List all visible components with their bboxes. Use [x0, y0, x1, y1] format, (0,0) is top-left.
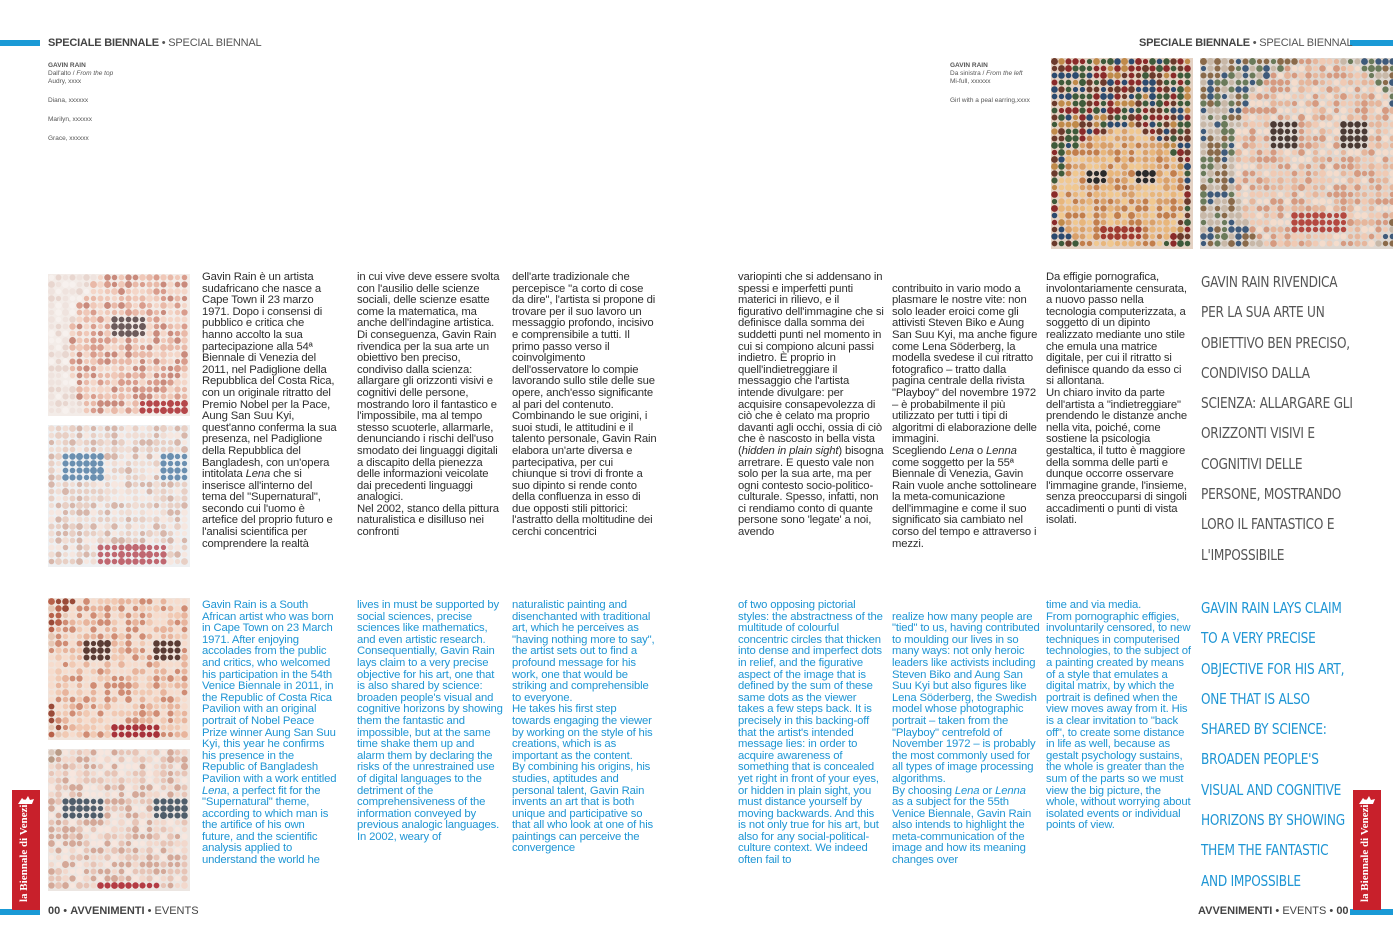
- italian-col4-text: variopinti che si addensano in spessi e imperfetti punti materici in rilievo, e il figurativo dell'immagine che si definisce dalla somma dei suddetti punti nel momento in cui si compiono alcuni passi indietro. È proprio in quell'indietreggiare il messaggio che l'artista intende divulgare: per acquisire consapevolezza di ciò che è celato ma proprio davanti agli occhi, ossia di ciò che è nascosto in bella vista (: [738, 271, 884, 457]
- caption-right: [950, 62, 1060, 116]
- page-number-right: 00: [1336, 905, 1349, 917]
- english-column-4: of two opposing pictorial styles: the abstractness of the multitude of colourful concentric circles that thicken into dense and imperfect dots in relief, and the figurative aspect of the image that is defined by the sum of these same dots as the viewer takes a few steps back. It is precisely in this backing-off that the artist's intended message lies: in order to acquire awareness of something that is concealed yet right in front of your eyes, or hidden in plain sight, you must distance yourself by moving backwards. And this is not only true for his art, but also for any social-political-culture context. We indeed often fail to: [738, 599, 883, 867]
- english-column-6: time and via media. From pornographic effigies, involuntarily censored, to new techniques in computerised technologies, to the subject of a painting created by means of a style that emulates a digital matrix, by which the portrait is defined when the view moves away from it. His is a clear invitation to "back off", to create some distance in life as well, because as gestalt psychology sustains, the whole is greater than the sum of the parts so we must view the big picture, the whole, without worrying about isolated events or individual points of view.: [1046, 599, 1191, 832]
- italian-col4-italic: hidden in plain sight: [741, 444, 839, 457]
- english-col1-italic: Lena: [202, 784, 227, 797]
- portrait-diana-halftone: [48, 425, 190, 567]
- english-col1-text: Gavin Rain is a South African artist who was born in Cape Town on 23 March 1971. After enjoying accolades from the public and critics, who welcomed his participation in the 54th Venice Biennale in 2011, in the Republic of Costa Rica Pavilion with an original portrait of Nobel Peace Prize winner Aung San Suu Kyi, this year he confirms his presence in the Republic of Bangladesh Pavilion with a work entitled: [202, 599, 337, 785]
- italian-column-4: [738, 272, 884, 539]
- caption-left-work-1: Audry, xxxx: [48, 78, 82, 85]
- folio-right-bold: AVVENIMENTI: [1198, 905, 1273, 917]
- portrait-grace-halftone: [48, 749, 190, 891]
- italian-column-2: in cui vive deve essere svolta con l'ausilio delle scienze sociali, delle scienze esatte come la matematica, ma anche dell'indagine artistica. Di conseguenza, Gavin Rain rivendica per la sua arte un obiettivo ben preciso, condiviso dalla scienza: allargare gli orizzonti visivi e cognitivi delle persone, mostrando loro il fantastico e l'impossibile, ma al tempo stesso scuoterle, allarmarle, denunciando i rischi dell'uso smodato dei linguaggi digitali a discapito della pienezza delle informazioni veicolate dai precedenti linguaggi analogici. Nel 2002, stanco della pittura naturalistica e disilluso nei confronti: [357, 271, 500, 539]
- running-head-left: [48, 37, 261, 49]
- english-col5-italic-2: Lenna: [995, 784, 1026, 797]
- header-accent-bar-right: [1350, 40, 1393, 46]
- running-head-left-bold: SPECIALE BIENNALE: [48, 37, 159, 49]
- english-column-2: lives in must be supported by social sciences, precise sciences like mathematics, and even artistic research. Consequentially, Gavin Rain lays claim to a very precise objective for his art, one that is also shared by science: broaden people's visual and cognitive horizons by showing them the fantastic and impossible, but at the same time shake them up and alarm them by declaring the risks of the unrestrained use of digital languages to the detriment of the comprehensiveness of the information conveyed by previous analogic languages. In 2002, weary of: [357, 599, 503, 843]
- english-column-1: [202, 600, 338, 867]
- running-head-left-sep: •: [158, 37, 169, 49]
- italian-col1-end: che si inserisce all'interno del tema del "Supernatural", secondo cui l'uomo è artefice del proprio futuro e l'analisi scientifica per comprendere la realtà: [202, 468, 333, 550]
- english-col5-end: as a subject for the 55th Venice Biennale, Gavin Rain also intends to highlight the meta-communication of the image and how its meaning changes over: [892, 796, 1032, 867]
- running-head-left-light: SPECIAL BIENNAL: [168, 37, 262, 49]
- italian-col1-text: Gavin Rain è un artista sudafricano che nasce a Cape Town il 23 marzo 1971. Dopo i consensi di pubblico e critica che hanno accolto la sua partecipazione alla 54ª Biennale di Venezia del 2011, nel Padiglione della Repubblica del Costa Rica, con un originale ritratto del Premio Nobel per la Pace, Aung San Suu Kyi, quest'anno conferma la sua presenza, nel Padiglione della Repubblica del Bangladesh, con un'opera intitolata: [202, 271, 337, 481]
- folio-right-light: EVENTS: [1282, 905, 1327, 917]
- page-number-left: 00: [48, 905, 61, 917]
- folio-right: [1198, 905, 1349, 917]
- caption-left-direction-italic: From the top: [76, 70, 114, 77]
- header-accent-bar-left: [0, 40, 40, 46]
- folio-left-bold: AVVENIMENTI: [70, 905, 145, 917]
- folio-right-sep2: •: [1326, 905, 1337, 917]
- running-head-right-sep: •: [1249, 37, 1260, 49]
- portrait-audry-halftone: [48, 274, 190, 416]
- italian-column-5: [892, 272, 1040, 550]
- running-head-right-bold: SPECIALE BIENNALE: [1139, 37, 1250, 49]
- english-column-5: [892, 600, 1040, 867]
- caption-left: [48, 62, 168, 154]
- italian-col5-end: come soggetto per la 55ª Biennale di Venezia, Gavin Rain vuole anche sottolineare la meta-comunicazione dell'immagine e come il suo significato sia cambiato nel corso del tempo e attraverso i mezzi.: [892, 456, 1037, 550]
- portrait-marilyn: [48, 598, 190, 740]
- caption-left-work-3: Marilyn, xxxxxx: [48, 116, 93, 123]
- biennale-logo-left-text: la Biennale di Venezia: [18, 799, 30, 902]
- biennale-logo-left: [12, 790, 40, 910]
- portrait-girl-with-pearl-earring: [1200, 58, 1393, 249]
- caption-left-direction: [48, 70, 168, 78]
- english-column-3: naturalistic painting and disenchanted with traditional art, which he perceives as "having nothing more to say", the artist sets out to find a profound message for his work, one that would be striking and comprehensible to everyone. He takes his first step towards engaging the viewer by working on the style of his creations, which is as important as the content. By combining his origins, his studies, aptitudes and personal talent, Gavin Rain invents an art that is both unique and participative so that all who look at one of his paintings can perceive the convergence: [512, 599, 655, 855]
- running-head-right: [1139, 37, 1352, 49]
- italian-column-6: Da effigie pornografica, involontariamente censurata, a nuovo passo nella tecnologia computerizzata, a soggetto di un dipinto realizzato mediante uno stile che emula una matrice digitale, per cui il ritratto si definisce quando da esso ci si allontana. Un chiaro invito da parte dell'artista a "indietreggiare" prendendo le distanze anche nella vita, poiché, come sostiene la psicologia gestaltica, il tutto è maggiore della somma delle parti e dunque occorre osservare l'immagine grande, l'insieme, senza preoccuparsi di singoli accadimenti o punti di vista isolati.: [1046, 271, 1188, 527]
- biennale-logo-right-text: la Biennale di Venezia: [1359, 799, 1371, 902]
- italian-column-1: [202, 272, 337, 550]
- caption-right-work-1: Mi-full, xxxxxx: [950, 78, 991, 85]
- folio-left-sep1: •: [60, 905, 71, 917]
- italian-col5-italic-2: Lenna: [986, 444, 1017, 457]
- italian-col5-or: o: [973, 444, 987, 457]
- biennale-logo-right: [1353, 790, 1381, 910]
- folio-left-light: EVENTS: [154, 905, 199, 917]
- caption-right-artist: GAVIN RAIN: [950, 62, 988, 69]
- caption-right-direction-italic: From the left: [986, 70, 1023, 77]
- italian-column-3: dell'arte tradizionale che percepisce "a corto di cose da dire", l'artista si propone di trovare per il suo lavoro un messaggio profondo, incisivo e comprensibile a tutti. Il primo passo verso il coinvolgimento dell'osservatore lo compie lavorando sullo stile delle sue opere, anch'esso significante al pari del contenuto. Combinando le sue origini, i suoi studi, le attitudini e il talento personale, Gavin Rain elabora un'arte diversa e partecipativa, per cui chiunque si trovi di fronte a suo dipinto si rende conto della confluenza in esso di due opposti stili pittorici: l'astratto della moltitudine dei cerchi concentrici: [512, 271, 657, 539]
- portrait-girl-halftone: [1200, 58, 1393, 249]
- portrait-diana: [48, 425, 190, 567]
- english-col1-end: , a perfect fit for the "Supernatural" theme, according to which man is the artifice of his own future, and the scientific analysis applied to understand the world he: [202, 784, 329, 867]
- caption-right-direction: [950, 70, 1060, 78]
- caption-right-work-2: Girl with a peal earring,xxxx: [950, 97, 1030, 104]
- caption-right-direction-plain: Da sinistra /: [950, 70, 987, 77]
- pull-quote-italian: GAVIN RAIN RIVENDICA PER LA SUA ARTE UN OBIETTIVO BEN PRECISO, CONDIVISO DALLA SCIENZA: ALLARGARE GLI ORIZZONTI VISIVI E COGNITIVI DELLE PERSONE, MOSTRANDO LORO IL FANTASTICO E L'IMPOSSIBILE: [1201, 274, 1353, 564]
- running-head-right-light: SPECIAL BIENNAL: [1259, 37, 1353, 49]
- folio-left: [48, 905, 199, 917]
- italian-col5-italic-1: Lena: [949, 444, 974, 457]
- pull-quote-english: GAVIN RAIN LAYS CLAIM TO A VERY PRECISE OBJECTIVE FOR HIS ART, ONE THAT IS ALSO SHARED BY SCIENCE: BROADEN PEOPLE'S VISUAL AND COGNITIVE HORIZONS BY SHOWING THEM THE FANTASTIC AND IMPOSSIBLE: [1201, 600, 1345, 890]
- portrait-mi-full: [1051, 58, 1193, 249]
- italian-col1-italic: Lena: [245, 468, 271, 481]
- italian-col5-text: contribuito in vario modo a plasmare le nostre vite: non solo leader eroici come gli attivisti Steven Biko e Aung San Suu Kyi, ma anche figure come Lena Söderberg, la modella svedese il cui ritratto fotografico – tratto dalla pagina centrale della rivista "Playboy" del novembre 1972 – è probabilmente il più utilizzato per tutti i tipi di algoritmi di elaborazione delle immagini. Scegliendo: [892, 282, 1038, 457]
- folio-left-sep2: •: [144, 905, 155, 917]
- portrait-marilyn-halftone: [48, 598, 190, 740]
- portrait-audry: [48, 274, 190, 416]
- portrait-mi-full-halftone: [1051, 58, 1193, 249]
- caption-left-direction-plain: Dall'alto /: [48, 70, 77, 77]
- folio-right-sep1: •: [1272, 905, 1283, 917]
- caption-left-artist: GAVIN RAIN: [48, 62, 86, 69]
- italian-col4-end: ) bisogna arretrare. E questo vale non solo per la sua arte, ma per ogni contesto socio-politico-culturale. Spesso, infatti, non ci rendiamo conto di quante persone sono 'legate' a noi, avendo: [738, 444, 884, 539]
- english-col5-text: realize how many people are "tied" to us, having contributed to moulding our lives in so many ways: not only heroic leaders like activists including Steven Biko and Aung San Suu Kyi but also figures like Lena Söderberg, the Swedish model whose photographic portrait – taken from the "Playboy" centrefold of November 1972 – is probably the most commonly used for all types of image processing algorithms. By choosing: [892, 610, 1040, 797]
- english-col5-or: or: [979, 784, 996, 797]
- caption-left-work-4: Grace, xxxxxx: [48, 135, 89, 142]
- portrait-grace: [48, 749, 190, 891]
- caption-left-work-2: Diana, xxxxxx: [48, 97, 89, 104]
- english-col5-italic-1: Lena: [954, 784, 980, 797]
